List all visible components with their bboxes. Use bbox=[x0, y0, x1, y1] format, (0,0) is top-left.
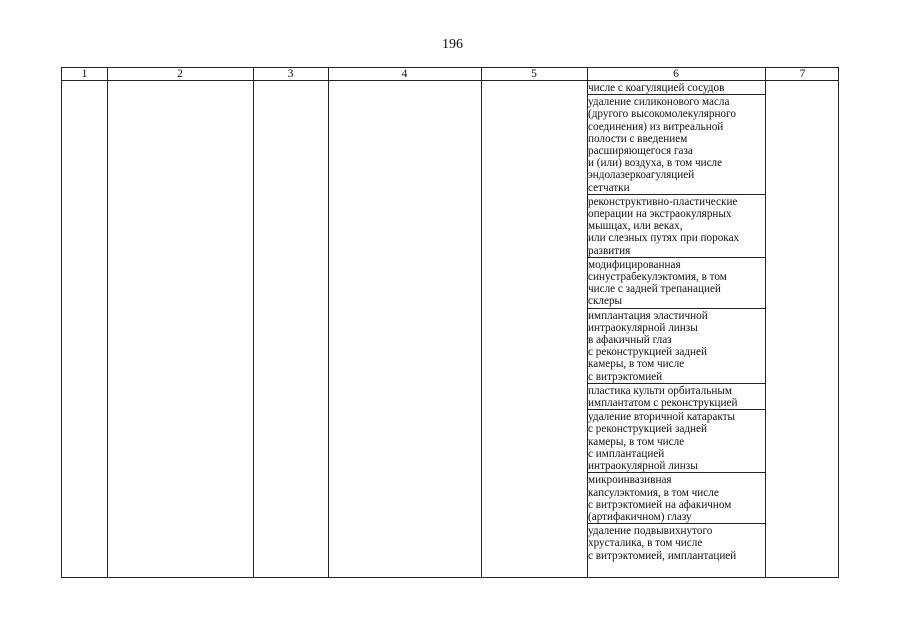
procedure-text-line: сетчатки bbox=[588, 181, 630, 194]
procedure-cell bbox=[588, 195, 765, 258]
procedure-text-line: эндолазеркоагуляцией bbox=[588, 169, 695, 182]
procedure-text-line: хрусталика, в том числе bbox=[588, 537, 703, 550]
procedure-text-line: имплантатом с реконструкцией bbox=[588, 397, 738, 410]
procedure-cell bbox=[588, 258, 765, 309]
procedure-cell bbox=[588, 81, 765, 95]
column-header-5: 5 bbox=[531, 68, 537, 80]
procedure-cell bbox=[588, 95, 765, 195]
procedure-text-line: развития bbox=[588, 244, 631, 257]
procedure-cell bbox=[588, 384, 765, 410]
procedures-table bbox=[61, 67, 839, 578]
procedure-cell bbox=[588, 309, 765, 384]
procedure-text-line: расширяющегося газа bbox=[588, 145, 693, 158]
procedures-column bbox=[588, 81, 765, 562]
procedure-cell bbox=[588, 524, 765, 562]
column-divider bbox=[765, 68, 766, 577]
column-header-3: 3 bbox=[287, 68, 294, 80]
procedure-text-line: капсулэктомия, в том числе bbox=[588, 486, 719, 499]
procedure-text-line: камеры, в том числе bbox=[588, 435, 685, 448]
procedure-text-line: модифицированная bbox=[588, 258, 681, 271]
column-header-7: 7 bbox=[799, 68, 806, 80]
column-divider bbox=[253, 68, 254, 577]
procedure-text-line: числе с коагуляцией сосудов bbox=[588, 82, 725, 94]
procedure-text-line: интраокулярной линзы bbox=[588, 321, 698, 334]
procedure-text-line: (другого высокомолекулярного bbox=[588, 108, 736, 121]
procedure-text-line: синустрабекулэктомия, в том bbox=[588, 271, 727, 284]
procedure-text-line: камеры, в том числе bbox=[588, 358, 685, 371]
procedure-text-line: с витрэктомией, имплантацией bbox=[588, 549, 737, 562]
column-divider bbox=[481, 68, 482, 577]
procedure-text-line: с витрэктомией на афакичном bbox=[588, 498, 732, 511]
procedure-text-line: с реконструкцией задней bbox=[588, 346, 707, 359]
procedure-text-line: реконструктивно-пластические bbox=[588, 195, 738, 208]
procedure-text-line: или слезных путях при пороках bbox=[588, 232, 740, 245]
procedure-text-line: удаление подвывихнутого bbox=[588, 525, 713, 538]
procedure-text-line: мышцах, или веках, bbox=[588, 220, 683, 233]
procedure-text-line: удаление вторичной катаракты bbox=[588, 411, 736, 424]
column-divider bbox=[328, 68, 329, 577]
procedure-text-line: склеры bbox=[588, 295, 623, 308]
procedure-text-line: с реконструкцией задней bbox=[588, 423, 707, 436]
procedure-cell bbox=[588, 473, 765, 524]
procedure-text-line: интраокулярной линзы bbox=[588, 460, 698, 473]
procedure-text-line: с витрэктомией bbox=[588, 370, 663, 383]
procedure-text-line: (артифакичном) глазу bbox=[588, 510, 692, 523]
procedure-text-line: и (или) воздуха, в том числе bbox=[588, 157, 723, 170]
procedure-text-line: операции на экстраокулярных bbox=[588, 208, 732, 221]
procedure-text-line: числе с задней трепанацией bbox=[588, 283, 721, 296]
column-header-1: 1 bbox=[81, 68, 88, 80]
procedure-text-line: полости с введением bbox=[588, 132, 688, 145]
procedure-text-line: с имплантацией bbox=[588, 447, 665, 460]
column-header-6: 6 bbox=[673, 68, 679, 80]
procedure-text-line: соединения) из витреальной bbox=[588, 120, 724, 133]
column-divider bbox=[107, 68, 108, 577]
procedure-text-line: микроинвазивная bbox=[588, 474, 672, 487]
procedure-text-line: пластика культи орбитальным bbox=[588, 384, 732, 397]
procedure-text-line: имплантация эластичной bbox=[588, 309, 708, 322]
procedure-text-line: удаление силиконового масла bbox=[588, 96, 730, 109]
procedure-text-line: в афакичный глаз bbox=[588, 334, 672, 347]
column-header-2: 2 bbox=[177, 68, 183, 80]
procedure-cell bbox=[588, 410, 765, 473]
column-header-4: 4 bbox=[401, 68, 408, 80]
page-number: 196 bbox=[442, 37, 463, 52]
